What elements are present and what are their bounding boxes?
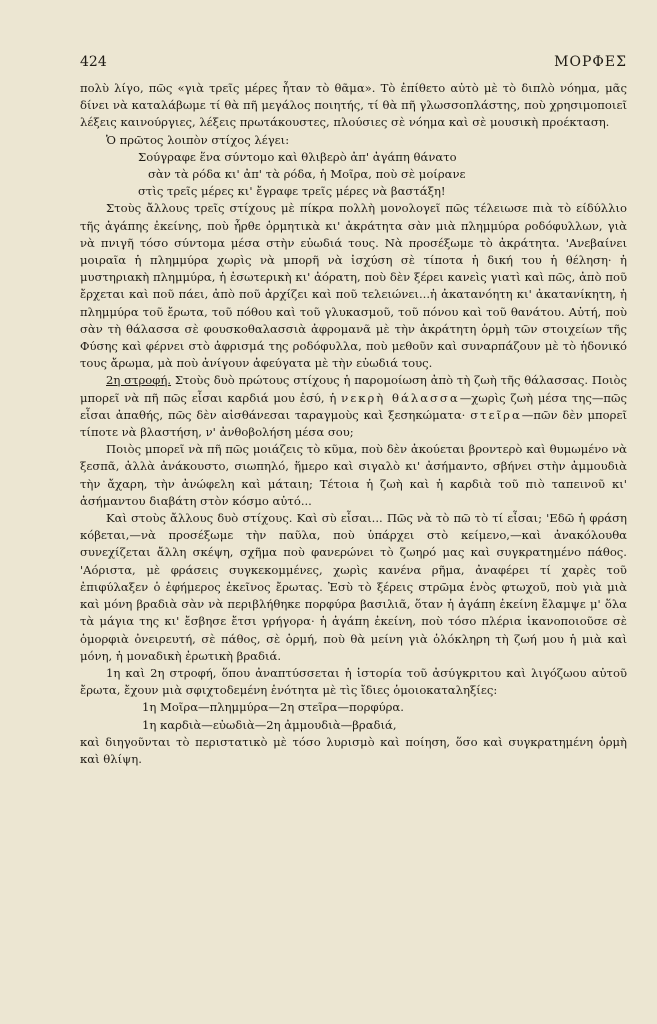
paragraph-4: [80, 372, 627, 441]
rhyme-line: 1η καρδιὰ—εὐωδιὰ—2η ἀμμουδιὰ—βραδιά,: [142, 717, 397, 732]
rhyme-line: 1η Μοῖρα—πλημμύρα—2η στεῖρα—πορφύρα.: [142, 700, 404, 715]
page-body: [80, 80, 627, 768]
paragraph-1: πολὺ λίγο, πῶς «γιὰ τρεῖς μέρες ἦταν τὸ θᾶμα». Τὸ ἐπίθετο αὐτὸ μὲ τὸ διπλὸ νόημα, μᾶς δίνει νὰ καταλάβωμε τί θὰ πῆ μεγάλος ποιητής, τί θὰ πῆ γλωσσοπλάστης, ποὺ χρησιμοποιεῖ λέξεις καινούργιες, λέξεις πρωτάκουστες, πλούσιες σὲ νόημα καὶ σὲ μουσικὴ προέκταση.: [80, 81, 627, 130]
spaced-word: στεῖρα: [470, 407, 522, 422]
paragraph-4-text-c: —πῶν δὲν μπορεῖ τίποτε νὰ βλαστήση, ν' ἀνθοβολήση μέσα σου;: [80, 407, 628, 440]
section-lead: 2η στροφή.: [106, 373, 172, 388]
paragraph-4-text-a: Στοὺς δυὸ πρώτους στίχους ἡ παρομοίωση ἀπὸ τὴ ζωὴ τῆς θάλασσας. Ποιὸς μπορεῖ νὰ πῆ πῶς εἶσαι καρδιά μου ἐσύ, ἡ: [80, 373, 627, 405]
running-title: ΜΟΡΦΕΣ: [554, 54, 627, 70]
paragraph-5: Ποιὸς μπορεῖ νὰ πῆ πῶς μοιάζεις τὸ κῦμα, ποὺ δὲν ἀκούεται βροντερὸ καὶ θυμωμένο νὰ ξεσπᾶ, ἀλλὰ ἀνάκουστο, σιωπηλό, ἥμερο καὶ σιγαλὸ κι' ἀσήμαντο, σβήνει στὴν ἀμμουδιὰ τὴν ἄχαρη, τὴν ἀνώφελη καὶ μάταιη; Τέτοια ἡ ζωὴ καὶ ἡ καρδιὰ τοῦ πιὸ ταπεινοῦ κι' ἀσήμαντου διαβάτη στὸν κόσμο αὐτό...: [80, 442, 627, 508]
paragraph-8: καὶ διηγοῦνται τὸ περιστατικὸ μὲ τόσο λυρισμὸ καὶ ποίηση, ὅσο καὶ συγκρατημένη ὁρμὴ καὶ θλίψη.: [80, 734, 627, 766]
page-header: [80, 54, 627, 70]
verse-quote: [80, 149, 627, 201]
paragraph-3: Στοὺς ἄλλους τρεῖς στίχους μὲ πίκρα πολλὴ μονολογεῖ πῶς τέλειωσε πιὰ τὸ είδύλλιο τῆς ἀγάπης ἐκείνης, ποὺ ἦρθε ὁρμητικὰ κι' ἀκράτητα σὰν μιὰ πλημμύρα ροδόφυλλων, γιὰ νὰ πνιγῆ τόσο σύντομα μέσα στὴν εὐωδιά τους. Νὰ προσέξωμε τὸ ἀκράτητα. 'Ανεβαίνει μοιραῖα ἡ πλημμύρα χωρὶς νὰ μπορῆ νὰ ἰσχύση σὲ τίποτα ἡ δική του ἡ θέληση· ἡ μυστηριακὴ πλημμύρα, ἡ ἐσωτερικὴ κι' ἀόρατη, ποὺ δὲν ξέρει κανεὶς γιατὶ καὶ πῶς, ἀπὸ ποῦ ἔρχεται καὶ ποῦ πάει, ἀπὸ ποῦ ἀρχίζει καὶ ποῦ τελειώνει...ἡ ἀκατανόητη κι' ἀκατανίκητη, ἡ πλημμύρα τοῦ ἔρωτα, τοῦ πόθου καὶ τοῦ γλυκασμοῦ, τοῦ πόνου καὶ τοῦ θανάτου. Αὐτή, ποὺ σὰν τὴ θάλασσα σὲ φουσκοθαλασσιὰ ἀφρομανᾶ μὲ τὴν ἀκράτητη ὁρμὴ τῶν στοιχείων τῆς Φύσης καὶ φέρνει στὸ ἀφρισμά της ροδόφυλλα, ποὺ μεθοῦν καὶ συναρπάζουν μὲ τὸ ἡδονικό τους ἄρωμα, μὰ ποὺ ἀνίγουν ἀφεύγατα μὲ τὴν εὐωδιά τους.: [80, 201, 627, 371]
paragraph-2: Ὁ πρῶτος λοιπὸν στίχος λέγει:: [106, 132, 290, 147]
rhyme-list: [80, 699, 627, 733]
verse-line: σὰν τὰ ρόδα κι' ἀπ' τὰ ρόδα, ἡ Μοῖρα, ποὺ σὲ μοίρανε: [148, 167, 466, 182]
paragraph-4-text-b: —χωρὶς ζωὴ μέσα της—πῶς εἶσαι ἀπαθής, πῶς δὲν αἰσθάνεσαι ταραγμοὺς καὶ ξεσηκώματα·: [80, 390, 627, 422]
spaced-phrase: νεκρὴ θάλασσα: [341, 390, 460, 405]
paragraph-6: Καὶ στοὺς ἄλλους δυὸ στίχους. Καὶ σὺ εἶσαι... Πῶς νὰ τὸ πῶ τὸ τί εἶσαι; 'Εδῶ ἡ φράση κόβεται,—νὰ προσέξωμε τὴν παῦλα, ποὺ ὑπάρχει στὸ κείμενο,—καὶ ἀνακόλουθα συνεχίζεται ἄλλη σκέψη, σχῆμα ποὺ φανερώνει τὸ ζωηρό μας καὶ συγκρατημένο πάθος. 'Αόριστα, μὲ φράσεις συγκεκομμένες, χωρὶς κανένα ρῆμα, ἀναφέρει τί χαρὲς τοῦ ἐπιφύλαξεν ὁ ἐφήμερος ἐκεῖνος ἔρωτας. Ἐσὺ τὸ ξέρεις στρῶμα ἑνὸς φτωχοῦ, ποὺ γιὰ μιὰ καὶ μόνη βραδιὰ σὰν νὰ περιβλήθηκε πορφύρα βασιλιᾶ, ὅταν ἡ ἀγάπη ἐκείνη ἔλαμψε μ' ὅλα τὰ μάγια της κι' ἔσβησε ἔτσι γρήγορα· ἡ ἀγάπη ἐκείνη, ποὺ τόσο πλέρια ἱκανοποιοῦσε σὲ ὁμορφιὰ ὀνειρευτή, σὲ πάθος, σὲ ὁρμή, ποὺ θὰ μείνη γιὰ ὁλόκληρη τὴ ζωή μου ἡ μιὰ καὶ μόνη, ἡ μοναδικὴ ἐρωτικὴ βραδιά.: [80, 511, 627, 663]
verse-line: Σούγραφε ἕνα σύντομο καὶ θλιβερὸ ἀπ' ἀγάπη θάνατο: [138, 149, 457, 164]
verse-line: στὶς τρεῖς μέρες κι' ἔγραφε τρεῖς μέρες νὰ βαστάξη!: [138, 184, 446, 199]
page-number: 424: [80, 54, 107, 70]
paragraph-7: 1η καὶ 2η στροφή, ὅπου ἀναπτύσσεται ἡ ἱστορία τοῦ ἀσύγκριτου καὶ λιγόζωου αὐτοῦ ἔρωτα, ἔχουν μιὰ σφιχτοδεμένη ἑνότητα μὲ τὶς ἴδιες ὁμοιοκαταληξίες:: [80, 665, 627, 698]
